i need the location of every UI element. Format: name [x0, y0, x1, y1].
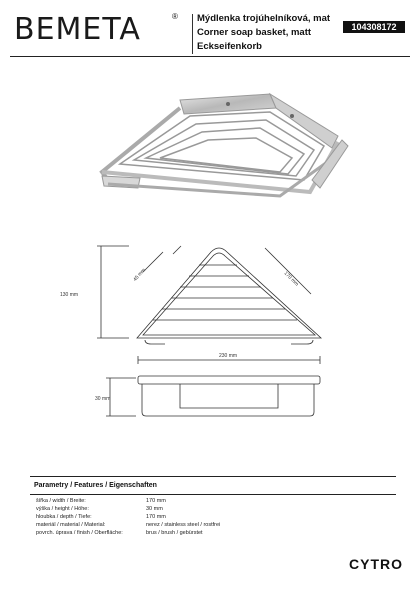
title-german: Eckseifenkorb [197, 41, 262, 52]
collection-name: CYTRO [349, 556, 403, 572]
brand-logo: BEMETA [14, 12, 141, 47]
parameters-top-rule [30, 476, 396, 477]
param-value: 30 mm [146, 506, 163, 512]
parameters-title: Parametry / Features / Eigenschaften [34, 482, 157, 489]
title-english: Corner soap basket, matt [197, 27, 312, 38]
param-value: 170 mm [146, 498, 166, 504]
side-view-drawing [96, 372, 326, 422]
depth-dimension-label: 30 mm [95, 396, 111, 402]
header-rule [10, 56, 410, 57]
param-value: nerez / stainless steel / rostfrei [146, 522, 221, 528]
product-photo [80, 80, 370, 220]
parameters-bottom-rule [30, 494, 396, 495]
param-label: materiál / material / Material: [36, 522, 106, 528]
side-dimension-label: 170 mm [282, 270, 300, 288]
param-label: výška / height / Höhe: [36, 506, 89, 512]
param-label: šířka / width / Breite: [36, 498, 86, 504]
param-value: 170 mm [146, 514, 166, 520]
product-code-badge: 104308172 [343, 21, 405, 33]
header-divider [192, 14, 193, 54]
angle-dimension-label: 45 mm [132, 267, 147, 283]
param-value: brus / brush / gebürstet [146, 530, 203, 536]
param-label: hloubka / depth / Tiefe: [36, 514, 92, 520]
title-czech: Mýdlenka trojúhelníková, mat [197, 13, 331, 24]
top-view-drawing [85, 232, 355, 352]
height-dimension-label: 130 mm [60, 292, 79, 298]
width-dimension-label: 230 mm [219, 353, 238, 359]
registered-mark: ® [172, 12, 178, 21]
param-label: povrch. úprava / finish / Oberfläche: [36, 530, 123, 536]
